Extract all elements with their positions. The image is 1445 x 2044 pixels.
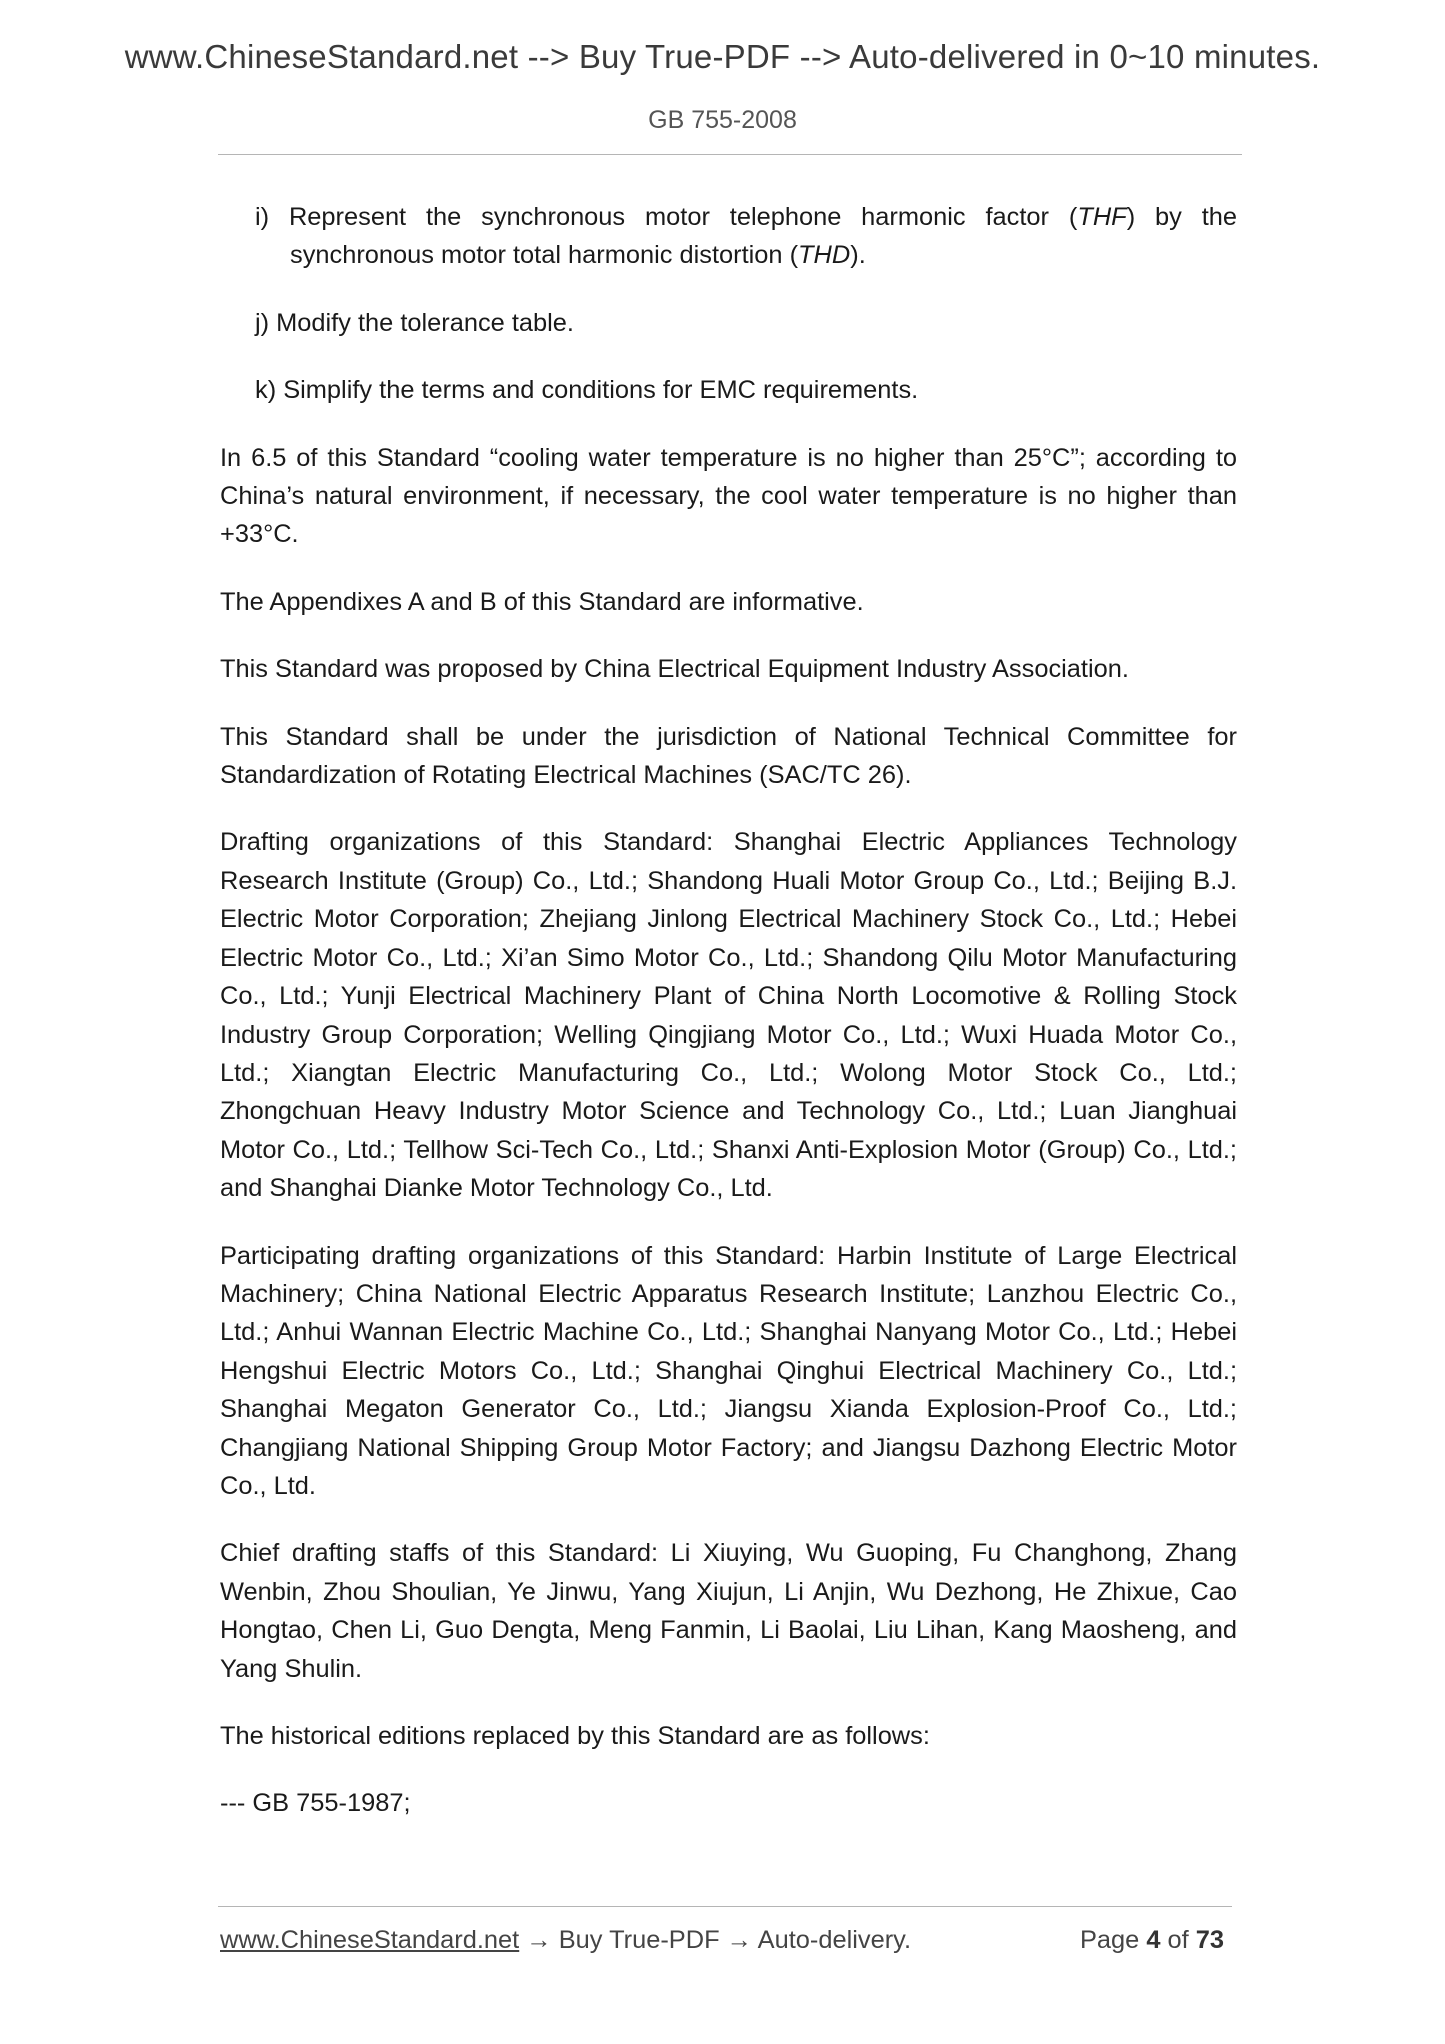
paragraph-jurisdiction: This Standard shall be under the jurisdiction of National Technical Committee for Standardization of Rotating Electrical Machines (SAC/TC 26). — [220, 722, 1237, 790]
item-i-abbrev-thf: THF — [1077, 203, 1127, 231]
paragraph-proposed-by: This Standard was proposed by China Electrical Equipment Industry Association. — [220, 655, 1129, 684]
item-i-text-end: ). — [850, 241, 866, 270]
list-item-k: k) Simplify the terms and conditions for EMC requirements. — [255, 376, 919, 405]
footer-divider — [218, 1906, 1232, 1907]
paragraph-participating-organizations: Participating drafting organizations of this Standard: Harbin Institute of Large Electrical Machinery; China National Electric Apparatus Research Institute; Lanzhou Electric Co., Ltd.; Anhui Wannan Electric Machine Co., Ltd.; Shanghai Nanyang Motor Co., Ltd.; Hebei Hengshui Electric Motors Co., Ltd.; Shanghai Qinghui Electrical Machinery Co., Ltd.; Shanghai Megaton Generator Co., Ltd.; Jiangsu Xianda Explosion-Proof Co., Ltd.; Changjiang National Shipping Group Motor Factory; and Jiangsu Dazhong Electric Motor Co., Ltd. — [220, 1241, 1237, 1500]
page-total: 73 — [1195, 1926, 1224, 1954]
list-item-j: j) Modify the tolerance table. — [255, 308, 574, 337]
item-i-abbrev-thd: THD — [798, 241, 851, 270]
document-body — [220, 198, 1237, 1852]
item-i-text-start: i) Represent the synchronous motor telephone harmonic factor ( — [255, 203, 1078, 231]
page-number: 4 — [1146, 1926, 1161, 1954]
paragraph-cooling-water: In 6.5 of this Standard “cooling water temperature is no higher than 25°C”; according to China’s natural environment, if necessary, the cool water temperature is no higher than +33°C. — [220, 443, 1237, 549]
page-footer — [220, 1926, 1232, 1955]
paragraph-edition-entry: --- GB 755-1987; — [220, 1789, 411, 1818]
item-i-text-middle: ) by the synchronous motor total harmonic distortion ( — [290, 203, 1238, 270]
of-label: of — [1160, 1926, 1196, 1954]
header-divider — [218, 154, 1242, 155]
list-item-i — [220, 198, 1237, 275]
page-label: Page — [1079, 1926, 1147, 1954]
paragraph-drafting-organizations: Drafting organizations of this Standard: Shanghai Electric Appliances Technology Research Institute (Group) Co., Ltd.; Shandong Huali Motor Group Co., Ltd.; Beijing B.J. Electric Motor Corporation; Zhejiang Jinlong Electrical Machinery Stock Co., Ltd.; Hebei Electric Motor Co., Ltd.; Xi’an Simo Motor Co., Ltd.; Shandong Qilu Motor Manufacturing Co., Ltd.; Yunji Electrical Machinery Plant of China North Locomotive & Rolling Stock Industry Group Corporation; Welling Qingjiang Motor Co., Ltd.; Wuxi Huada Motor Co., Ltd.; Xiangtan Electric Manufacturing Co., Ltd.; Wolong Motor Stock Co., Ltd.; Zhongchuan Heavy Industry Motor Science and Technology Co., Ltd.; Luan Jianghuai Motor Co., Ltd.; Tellhow Sci-Tech Co., Ltd.; Shanxi Anti-Explosion Motor (Group) Co., Ltd.; and Shanghai Dianke Motor Technology Co., Ltd. — [220, 828, 1237, 1203]
page-indicator — [1080, 1926, 1224, 1955]
footer-tagline: → Buy True-PDF → Auto-delivery. — [519, 1926, 912, 1954]
paragraph-chief-drafting-staffs: Chief drafting staffs of this Standard: Li Xiuying, Wu Guoping, Fu Changhong, Zhang Wenbin, Zhou Shoulian, Ye Jinwu, Yang Xiujun, Li Anjin, Wu Dezhong, He Zhixue, Cao Hongtao, Chen Li, Guo Dengta, Meng Fanmin, Li Baolai, Liu Lihan, Kang Maosheng, and Yang Shulin. — [220, 1539, 1237, 1683]
paragraph-historical-editions: The historical editions replaced by this Standard are as follows: — [220, 1722, 930, 1750]
footer-site-link[interactable]: www.ChineseStandard.net — [220, 1926, 520, 1954]
document-code: GB 755-2008 — [648, 106, 797, 134]
top-banner: www.ChineseStandard.net --> Buy True-PDF --> Auto-delivered in 0~10 minutes. — [124, 38, 1321, 75]
paragraph-appendixes: The Appendixes A and B of this Standard are informative. — [220, 587, 864, 616]
